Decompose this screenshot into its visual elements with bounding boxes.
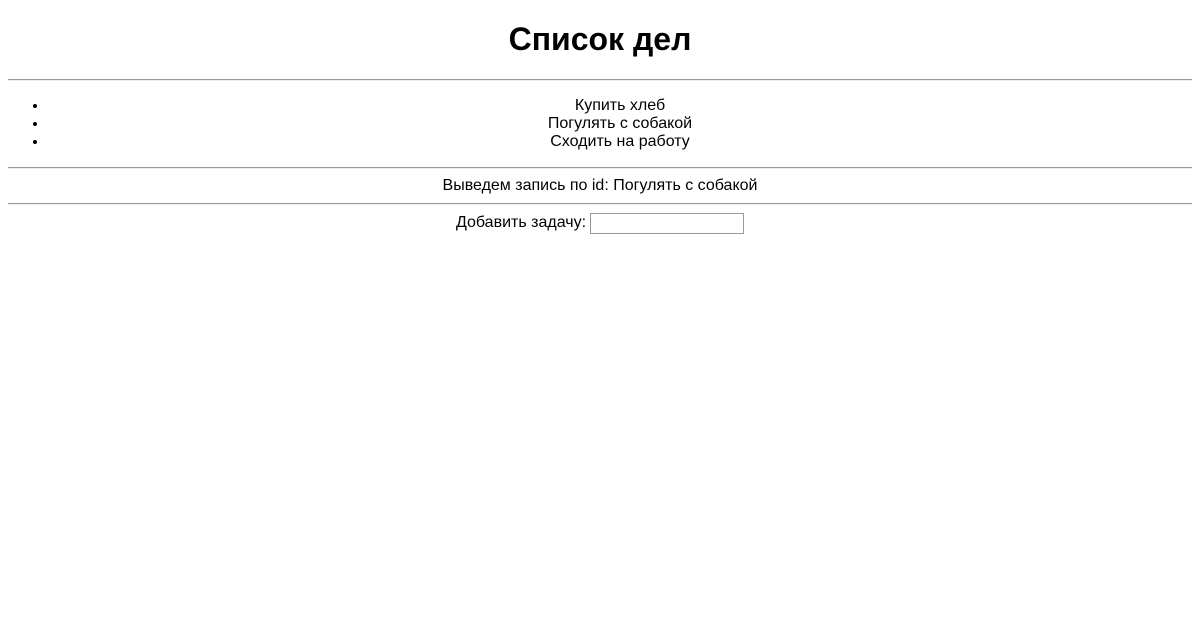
list-item: • Купить хлеб: [48, 97, 1192, 115]
record-by-id-value: Погулять с собакой: [613, 177, 758, 194]
add-task-label: Добавить задачу:: [455, 214, 587, 231]
todo-page: [8, 0, 1192, 242]
divider-top: [8, 79, 1192, 81]
add-task-input[interactable]: [590, 213, 744, 234]
list-item: • Погулять с собакой: [48, 115, 1192, 133]
add-task-row: [8, 204, 1192, 242]
record-by-id: [8, 169, 1192, 203]
task-list: [8, 97, 1192, 151]
record-by-id-prefix: Выведем запись по id:: [442, 177, 609, 194]
page-title: Список дел: [508, 21, 692, 57]
list-item: • Сходить на работу: [48, 133, 1192, 151]
